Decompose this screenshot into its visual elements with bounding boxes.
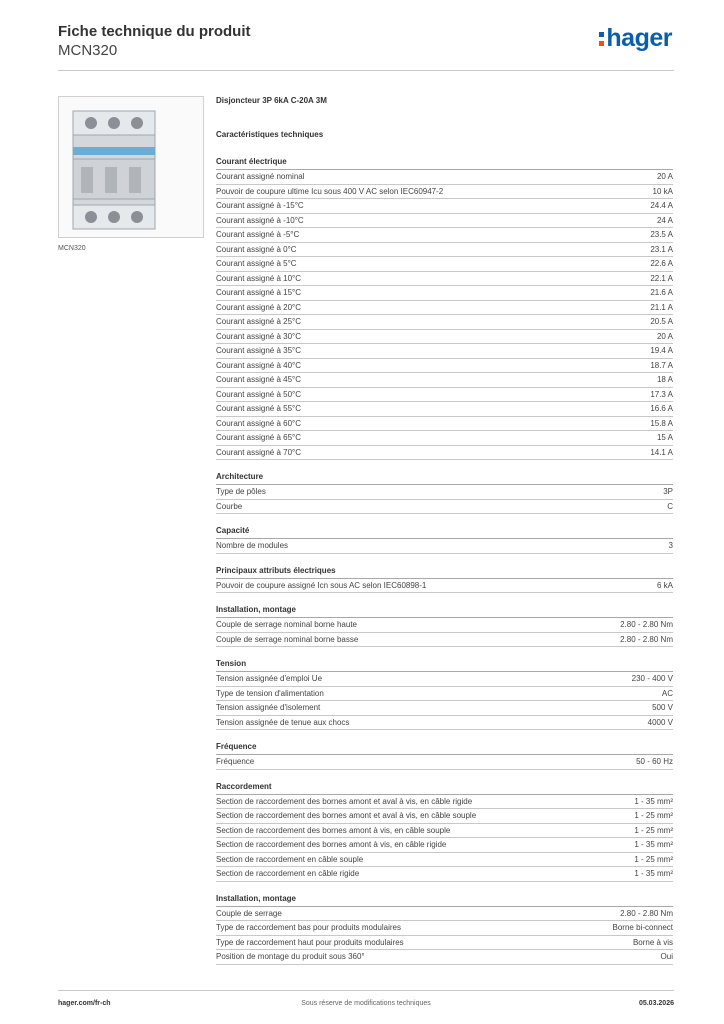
spec-value: 1 - 35 mm² bbox=[634, 840, 673, 849]
group-title: Fréquence bbox=[216, 740, 673, 755]
spec-row bbox=[216, 199, 673, 214]
spec-row bbox=[216, 330, 673, 345]
spec-label: Courant assigné à 20°C bbox=[216, 302, 302, 312]
product-reference: MCN320 bbox=[58, 42, 118, 59]
spec-row bbox=[216, 301, 673, 316]
spec-row bbox=[216, 257, 673, 272]
spec-row bbox=[216, 417, 673, 432]
spec-value: 1 - 25 mm² bbox=[634, 854, 673, 864]
spec-value: 6 kA bbox=[656, 580, 673, 590]
footer-website: hager.com/fr-ch bbox=[58, 1000, 111, 1007]
spec-label: Couple de serrage nominal borne haute bbox=[216, 620, 357, 629]
section-title: Caractéristiques techniques bbox=[216, 130, 324, 139]
spec-value: 20 A bbox=[656, 172, 673, 181]
spec-value: 23.1 A bbox=[650, 244, 673, 254]
spec-label: Type de tension d'alimentation bbox=[216, 688, 324, 698]
logo-text: hager bbox=[606, 24, 672, 52]
spec-row bbox=[216, 373, 673, 388]
page-footer bbox=[58, 990, 674, 1015]
spec-row bbox=[216, 936, 673, 951]
spec-row bbox=[216, 170, 673, 185]
spec-value: 24.4 A bbox=[650, 201, 673, 210]
spec-row bbox=[216, 539, 673, 554]
spec-group bbox=[216, 740, 673, 770]
group-title: Raccordement bbox=[216, 780, 673, 795]
group-title: Installation, montage bbox=[216, 603, 673, 618]
spec-value: Oui bbox=[660, 952, 673, 961]
spec-row bbox=[216, 344, 673, 359]
spec-label: Fréquence bbox=[216, 757, 255, 766]
spec-label: Tension assignée de tenue aux chocs bbox=[216, 717, 350, 727]
spec-value: 1 - 25 mm² bbox=[634, 825, 673, 835]
spec-row bbox=[216, 867, 673, 882]
spec-row bbox=[216, 431, 673, 446]
spec-label: Courant assigné à 60°C bbox=[216, 418, 302, 428]
spec-label: Section de raccordement en câble rigide bbox=[216, 869, 360, 878]
spec-row bbox=[216, 388, 673, 403]
spec-row bbox=[216, 185, 673, 200]
spec-group bbox=[216, 470, 673, 514]
spec-value: C bbox=[667, 501, 673, 511]
spec-value: 2.80 - 2.80 Nm bbox=[620, 620, 673, 629]
footer-date: 05.03.2026 bbox=[638, 1000, 674, 1007]
spec-value: 24 A bbox=[656, 215, 673, 225]
spec-label: Courant assigné à 50°C bbox=[216, 389, 302, 399]
spec-row bbox=[216, 272, 673, 287]
group-title: Tension bbox=[216, 657, 673, 672]
spec-row bbox=[216, 795, 673, 810]
spec-label: Type de raccordement haut pour produits modulaires bbox=[216, 937, 404, 947]
spec-label: Type de raccordement bas pour produits modulaires bbox=[216, 923, 401, 932]
spec-label: Courant assigné à 65°C bbox=[216, 433, 302, 442]
spec-label: Type de pôles bbox=[216, 487, 266, 496]
footer-notice: Sous réserve de modifications techniques bbox=[301, 1000, 431, 1007]
group-title: Courant électrique bbox=[216, 155, 673, 170]
spec-label: Courant assigné à 70°C bbox=[216, 447, 302, 457]
spec-row bbox=[216, 243, 673, 258]
spec-label: Courant assigné à 35°C bbox=[216, 346, 302, 355]
spec-value: 2.80 - 2.80 Nm bbox=[620, 634, 673, 644]
spec-label: Courbe bbox=[216, 501, 243, 511]
spec-label: Courant assigné à 30°C bbox=[216, 331, 302, 341]
spec-label: Courant assigné à 25°C bbox=[216, 317, 302, 326]
spec-group bbox=[216, 892, 673, 965]
group-title: Principaux attributs électriques bbox=[216, 564, 673, 579]
spec-value: 15 A bbox=[656, 433, 673, 442]
spec-label: Courant assigné à 0°C bbox=[216, 244, 297, 254]
spec-row bbox=[216, 853, 673, 868]
spec-row bbox=[216, 672, 673, 687]
spec-value: 18.7 A bbox=[650, 360, 673, 370]
spec-value: 10 kA bbox=[652, 186, 673, 196]
spec-value: 4000 V bbox=[647, 717, 673, 727]
spec-row bbox=[216, 286, 673, 301]
spec-row bbox=[216, 838, 673, 853]
spec-value: 50 - 60 Hz bbox=[636, 757, 673, 766]
spec-value: 2.80 - 2.80 Nm bbox=[620, 908, 673, 918]
spec-value: 22.1 A bbox=[650, 273, 673, 283]
group-title: Architecture bbox=[216, 470, 673, 485]
spec-group bbox=[216, 657, 673, 730]
hager-logo bbox=[599, 26, 672, 51]
spec-label: Pouvoir de coupure assigné Icn sous AC selon IEC60898-1 bbox=[216, 580, 427, 590]
spec-value: 17.3 A bbox=[650, 389, 673, 399]
spec-value: 1 - 35 mm² bbox=[634, 869, 673, 878]
spec-row bbox=[216, 950, 673, 965]
spec-row bbox=[216, 716, 673, 731]
group-title: Installation, montage bbox=[216, 892, 673, 907]
spec-value: 1 - 35 mm² bbox=[634, 796, 673, 806]
spec-label: Courant assigné à -15°C bbox=[216, 201, 304, 210]
spec-groups bbox=[216, 155, 673, 965]
spec-value: AC bbox=[661, 688, 673, 698]
spec-value: 20 A bbox=[656, 331, 673, 341]
spec-value: 21.1 A bbox=[650, 302, 673, 312]
spec-value: 21.6 A bbox=[650, 288, 673, 297]
spec-label: Courant assigné à 55°C bbox=[216, 404, 302, 413]
spec-row bbox=[216, 701, 673, 716]
spec-value: 3 bbox=[668, 541, 673, 550]
spec-label: Courant assigné à 10°C bbox=[216, 273, 302, 283]
spec-row bbox=[216, 579, 673, 594]
spec-value: 19.4 A bbox=[650, 346, 673, 355]
spec-group bbox=[216, 780, 673, 882]
spec-value: 22.6 A bbox=[650, 259, 673, 268]
spec-value: 500 V bbox=[652, 703, 673, 712]
spec-row bbox=[216, 755, 673, 770]
spec-group bbox=[216, 524, 673, 554]
spec-row bbox=[216, 315, 673, 330]
spec-value: Borne bi-connect bbox=[612, 923, 673, 932]
spec-label: Courant assigné à 40°C bbox=[216, 360, 302, 370]
spec-label: Nombre de modules bbox=[216, 541, 289, 550]
spec-label: Courant assigné à 45°C bbox=[216, 375, 302, 384]
spec-label: Pouvoir de coupure ultime Icu sous 400 V AC selon IEC60947-2 bbox=[216, 186, 444, 196]
spec-row bbox=[216, 485, 673, 500]
document-title: Fiche technique du produit bbox=[58, 23, 251, 40]
spec-label: Courant assigné nominal bbox=[216, 172, 305, 181]
spec-value: 230 - 400 V bbox=[631, 674, 673, 683]
spec-value: 16.6 A bbox=[650, 404, 673, 413]
spec-row bbox=[216, 359, 673, 374]
spec-row bbox=[216, 402, 673, 417]
spec-label: Courant assigné à 5°C bbox=[216, 259, 297, 268]
group-title: Capacité bbox=[216, 524, 673, 539]
spec-row bbox=[216, 921, 673, 936]
spec-content bbox=[216, 96, 673, 975]
spec-value: 20.5 A bbox=[650, 317, 673, 326]
spec-label: Couple de serrage nominal borne basse bbox=[216, 634, 359, 644]
spec-row bbox=[216, 809, 673, 824]
spec-label: Section de raccordement des bornes amont et aval à vis, en câble rigide bbox=[216, 796, 473, 806]
spec-group bbox=[216, 603, 673, 647]
spec-label: Section de raccordement des bornes amont à vis, en câble souple bbox=[216, 825, 451, 835]
spec-value: 1 - 25 mm² bbox=[634, 811, 673, 820]
logo-dots-icon bbox=[599, 26, 604, 46]
circuit-breaker-icon bbox=[59, 97, 203, 237]
spec-label: Couple de serrage bbox=[216, 908, 282, 918]
spec-row bbox=[216, 446, 673, 461]
spec-value: Borne à vis bbox=[632, 937, 673, 947]
spec-value: 18 A bbox=[656, 375, 673, 384]
spec-value: 14.1 A bbox=[650, 447, 673, 457]
image-caption: MCN320 bbox=[58, 245, 86, 252]
spec-label: Courant assigné à -10°C bbox=[216, 215, 304, 225]
spec-row bbox=[216, 500, 673, 515]
spec-group bbox=[216, 564, 673, 594]
spec-row bbox=[216, 214, 673, 229]
spec-row bbox=[216, 824, 673, 839]
product-name: Disjoncteur 3P 6kA C-20A 3M bbox=[216, 96, 327, 105]
spec-row bbox=[216, 633, 673, 648]
spec-row bbox=[216, 907, 673, 922]
spec-row bbox=[216, 228, 673, 243]
spec-label: Section de raccordement en câble souple bbox=[216, 854, 364, 864]
spec-row bbox=[216, 618, 673, 633]
spec-value: 3P bbox=[663, 487, 673, 496]
spec-label: Section de raccordement des bornes amont à vis, en câble rigide bbox=[216, 840, 447, 849]
spec-label: Tension assignée d'emploi Ue bbox=[216, 674, 323, 683]
spec-value: 15.8 A bbox=[650, 418, 673, 428]
spec-row bbox=[216, 687, 673, 702]
spec-group bbox=[216, 155, 673, 460]
spec-label: Position de montage du produit sous 360° bbox=[216, 952, 365, 961]
spec-label: Courant assigné à -5°C bbox=[216, 230, 300, 239]
spec-label: Section de raccordement des bornes amont et aval à vis, en câble souple bbox=[216, 811, 477, 820]
spec-label: Courant assigné à 15°C bbox=[216, 288, 302, 297]
spec-value: 23.5 A bbox=[650, 230, 673, 239]
spec-label: Tension assignée d'isolement bbox=[216, 703, 321, 712]
page-header bbox=[58, 20, 674, 71]
product-image bbox=[58, 96, 204, 238]
